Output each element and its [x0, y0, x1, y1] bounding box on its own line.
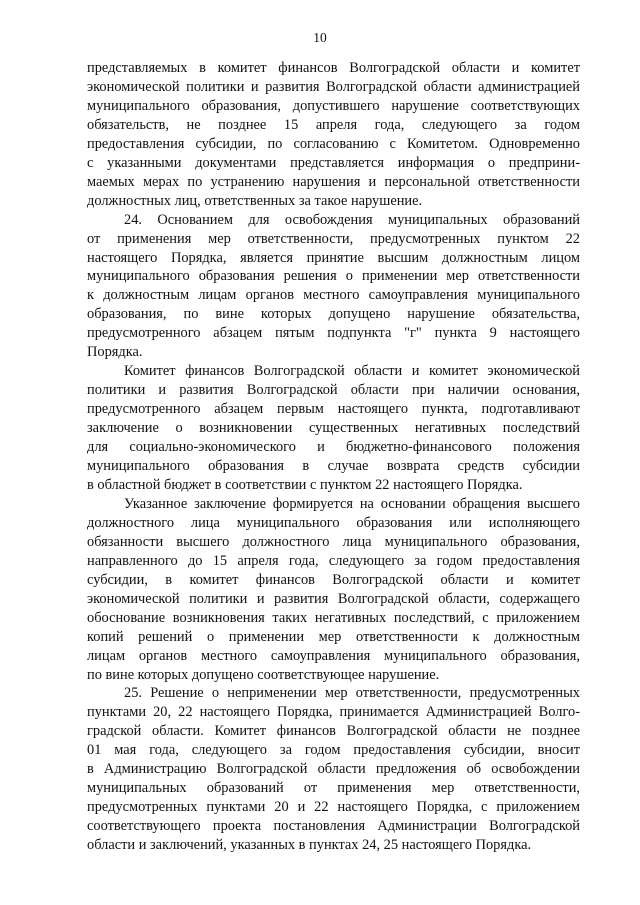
text-line: пунктами 20, 22 настоящего Порядка, принимается Администрацией Волго-: [87, 704, 580, 721]
text-line: с указанными документами представляется информация о предприни-: [87, 154, 580, 171]
text-line: обязательств, не позднее 15 апреля года, следующего за годом: [87, 116, 580, 133]
text-line: в Администрацию Волгоградской области предложения об освобождении: [87, 761, 580, 778]
document-body: [87, 59, 580, 855]
text-line: муниципального образования, допустившего нарушение соответствующих: [87, 97, 580, 114]
text-line: 01 мая года, следующего за годом предоставления субсидии, вносит: [87, 742, 580, 759]
text-line: предоставления субсидии, по согласованию с Комитетом. Одновременно: [87, 135, 580, 152]
text-line: предусмотренного абзацем пятым подпункта "г" пункта 9 настоящего: [87, 325, 580, 342]
text-line: соответствующего проекта постановления Администрации Волгоградской: [87, 818, 580, 835]
paragraph-item-24: [87, 211, 580, 363]
text-line: экономической политики и развития Волгоградской области, содержащего: [87, 590, 580, 607]
text-line: в областной бюджет в соответствии с пунктом 22 настоящего Порядка.: [87, 476, 523, 493]
text-line: предусмотренного абзацем первым настоящего пункта, подготавливают: [87, 401, 580, 418]
page-number: 10: [313, 30, 327, 45]
text-line: должностного лица муниципального образования или исполняющего: [87, 514, 580, 531]
text-line: 25. Решение о неприменении мер ответственности, предусмотренных: [124, 685, 580, 702]
text-line: обязанности высшего должностного лица муниципального образования,: [87, 533, 580, 550]
text-line: представляемых в комитет финансов Волгоградской области и комитет: [87, 60, 580, 76]
text-line: лицам органов местного самоуправления муниципального образования,: [87, 647, 580, 664]
text-line: области и заключений, указанных в пунктах 24, 25 настоящего Порядка.: [87, 837, 532, 854]
text-line: политики и развития Волгоградской области при наличии основания,: [87, 382, 580, 399]
text-line: по вине которых допущено соответствующее нарушение.: [87, 666, 440, 683]
text-line: настоящего Порядка, является принятие высшим должностным лицом: [87, 249, 580, 266]
text-line: Указанное заключение формируется на основании обращения высшего: [124, 495, 580, 512]
paragraph-item-24-para-3: [87, 495, 580, 685]
text-line: экономической политики и развития Волгоградской области администрацией: [87, 78, 580, 95]
text-line: Комитет финансов Волгоградской области и комитет экономической: [124, 363, 580, 380]
text-line: Порядка.: [87, 344, 143, 361]
text-line: для социально-экономического и бюджетно-финансового положения: [87, 439, 580, 456]
text-line: от применения мер ответственности, предусмотренных пунктом 22: [87, 230, 580, 247]
text-line: направленного до 15 апреля года, следующего за годом предоставления: [87, 552, 580, 569]
text-line: к должностным лицам органов местного самоуправления муниципального: [87, 287, 580, 304]
text-line: образования, по вине которых допущено нарушение обязательства,: [87, 306, 580, 323]
text-line: обоснование возникновения таких негативных последствий, с приложением: [87, 609, 580, 626]
text-line: заключение о возникновении существенных негативных последствий: [87, 420, 580, 437]
text-line: 24. Основанием для освобождения муниципальных образований: [124, 211, 580, 228]
text-line: предусмотренных пунктами 20 и 22 настоящего Порядка, с приложением: [87, 799, 580, 816]
paragraph-item-25: [87, 684, 580, 855]
text-line: градской области. Комитет финансов Волгоградской области не позднее: [87, 723, 580, 740]
paragraph-item-24-para-2: [87, 362, 580, 495]
text-line: маемых мерах по устранению нарушения и персональной ответственности: [87, 173, 580, 190]
text-line: субсидии, в комитет финансов Волгоградской области и комитет: [87, 571, 580, 588]
text-line: должностных лиц, ответственных за такое нарушение.: [87, 192, 423, 209]
text-line: муниципального образования решения о применении мер ответственности: [87, 268, 580, 285]
text-line: муниципальных образований от применения мер ответственности,: [87, 780, 580, 797]
text-line: копий решений о применении мер ответственности к должностным: [87, 628, 580, 645]
text-line: муниципального образования в случае возврата средств субсидии: [87, 458, 580, 475]
paragraph-continuation: [87, 59, 580, 211]
